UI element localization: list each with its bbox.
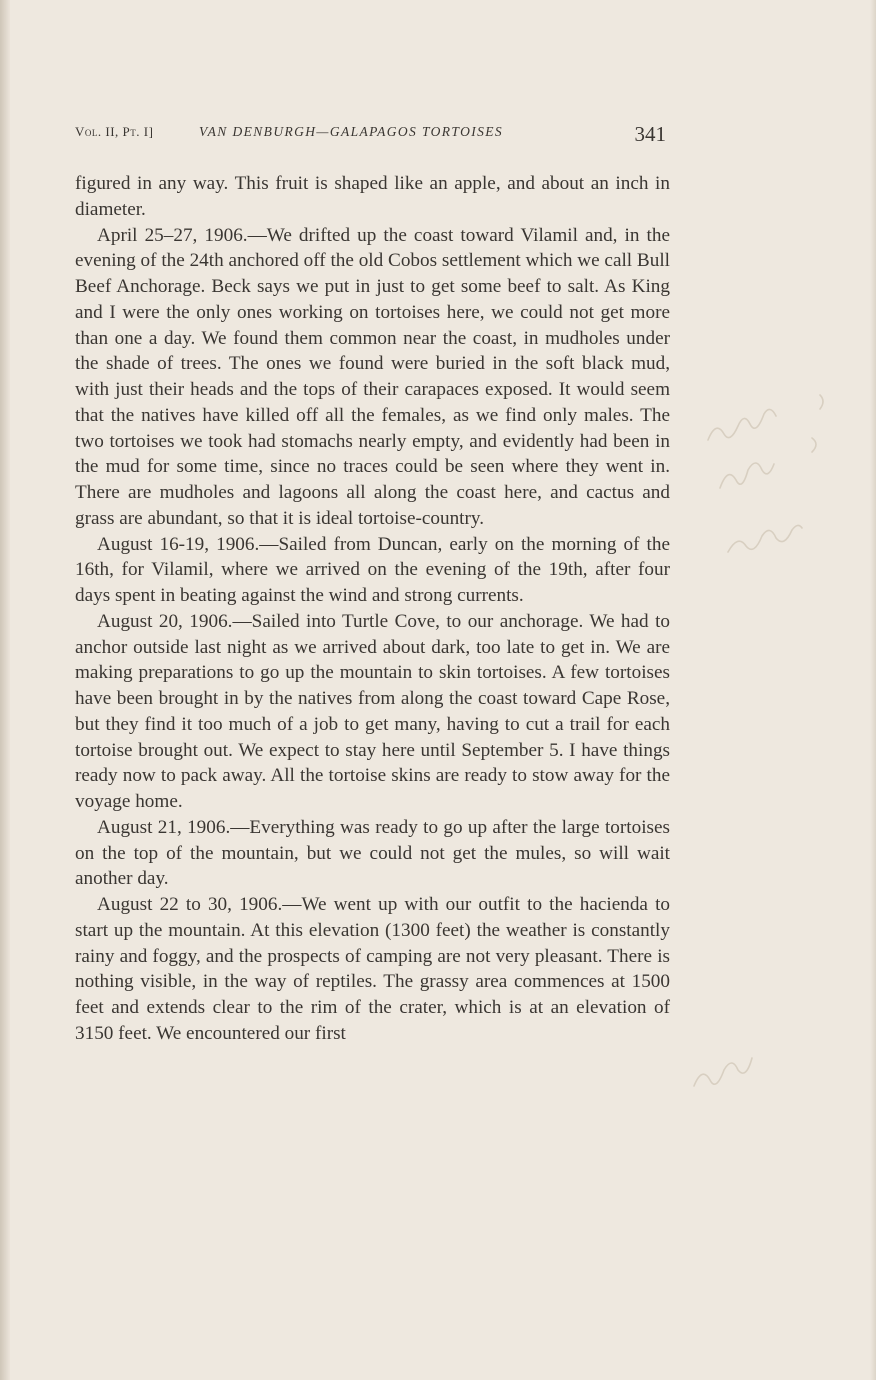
paragraph-august-22-30: August 22 to 30, 1906.—We went up with our outfit to the hacienda to start up the mountain. At this elevation (1300 feet) the weather is constantly rainy and foggy, and the prospects of camping are not very pleasant. There is nothing visible, in the way of reptiles. The grassy area commences at 1500 feet and extends clear to the rim of the crater, which is at an elevation of 3150 feet. We encountered our first <box>75 894 670 1044</box>
paragraph-august-21: August 21, 1906.—Everything was ready to go up after the large tortoises on the top of the mountain, but we could not get the mules, so will wait another day. <box>75 816 670 890</box>
page-right-edge <box>870 0 876 1380</box>
running-title: VAN DENBURGH—GALAPAGOS TORTOISES <box>199 124 504 139</box>
paragraph-august-20: August 20, 1906.—Sailed into Turtle Cove, to our anchorage. We had to anchor outside last night as we arrived about dark, too late to get in. We are making preparations to go up the mountain to skin tortoises. A few tortoises have been brought in by the natives from along the coast toward Cape Rose, but they find it too much of a job to get many, having to cut a trail for each tortoise brought out. We expect to stay here until September 5. I have things ready now to pack away. All the tortoise skins are ready to stow away for the voyage home. <box>75 610 670 812</box>
page-binding-edge <box>0 0 10 1380</box>
running-header <box>75 118 670 158</box>
page-number: 341 <box>634 122 666 146</box>
paragraph-august-16-19: August 16-19, 1906.—Sailed from Duncan, early on the morning of the 16th, for Vilamil, where we arrived on the evening of the 19th, after four days spent in beating against the wind and strong currents. <box>75 533 670 606</box>
volume-part-label: Vol. II, Pt. I] <box>75 124 154 139</box>
body-text <box>75 171 670 1047</box>
paragraph-continuation: figured in any way. This fruit is shaped like an apple, and about an inch in diameter. <box>75 173 670 220</box>
paragraph-april-25-27: April 25–27, 1906.—We drifted up the coast toward Vilamil and, in the evening of the 24th anchored off the old Cobos settlement which we call Bull Beef Anchorage. Beck says we put in just to get some beef to salt. As King and I were the only ones working on tortoises here, we could not get more than one a day. We found them common near the coast, in mudholes under the shade of trees. The ones we found were buried in the soft black mud, with just their heads and the tops of their carapaces exposed. It would seem that the natives have killed off all the females, as we find only males. The two tortoises we took had stomachs nearly empty, and evidently had been in the mud for some time, since no traces could be seen where they went in. There are mudholes and lagoons all along the coast here, and cactus and grass are abundant, so that it is ideal tortoise-country. <box>75 224 670 529</box>
